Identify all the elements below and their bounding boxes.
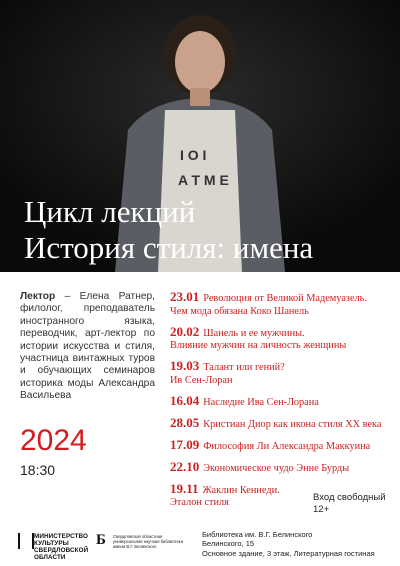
lecture-title: Жаклин Кеннеди. — [202, 484, 280, 496]
address-line-1: Библиотека им. В.Г. Белинского — [202, 530, 313, 539]
ministry-line-3: СВЕРДЛОВСКОЙ ОБЛАСТИ — [34, 547, 89, 561]
year: 2024 — [20, 424, 87, 457]
bio-text: – Елена Ратнер, филолог, преподаватель иностранного языка, переводчик, арт-лектор по истории искусства и стиля, участница винтажных туров и обучающих семинаров историка моды Александра Васильева — [20, 291, 155, 402]
lecture-subtitle: Эталон стиля — [170, 497, 229, 508]
lecture-item — [170, 360, 395, 387]
lecture-date: 22.10 — [170, 458, 200, 474]
address-line-3: Основное здание, 3 этаж, Литературная гостиная — [202, 548, 375, 558]
lecture-date: 20.02 — [170, 323, 200, 339]
library-logo — [96, 533, 192, 557]
lecture-subtitle: Влияние мужчин на личность женщины — [170, 340, 347, 351]
library-logo-icon: Б — [96, 532, 106, 548]
title-line-2: История стиля: имена — [24, 230, 314, 265]
lecture-date: 19.11 — [170, 480, 199, 496]
library-line-2: универсальная научная библиотека — [113, 539, 184, 545]
ministry-logo — [18, 531, 93, 561]
bio-label: Лектор — [20, 291, 56, 302]
lecture-date: 23.01 — [170, 289, 200, 304]
entry-info — [313, 492, 386, 516]
age-rating: 12+ — [313, 504, 330, 515]
lecture-title: Шанель и ее мужчины. — [203, 327, 305, 339]
ministry-line-1: МИНИСТЕРСТВО — [34, 533, 89, 540]
lecture-title: Кристиан Диор как икона стиля XX века — [203, 418, 382, 430]
lecture-item — [170, 392, 395, 410]
lecture-list — [170, 291, 395, 517]
time: 18:30 — [20, 462, 56, 478]
lecture-title: Философия Ли Александра Маккуина — [203, 440, 371, 452]
lecture-item — [170, 414, 395, 432]
lecture-title: Талант или гений? — [203, 362, 285, 373]
lecture-date: 19.03 — [170, 358, 200, 373]
lecture-item — [170, 291, 395, 318]
ministry-line-2: КУЛЬТУРЫ — [34, 540, 69, 547]
ministry-logo-icon — [18, 533, 34, 549]
address-line-2: Белинского, 15 — [202, 539, 255, 549]
svg-text:I O I: I O I — [180, 147, 207, 163]
lecture-date: 17.09 — [170, 436, 200, 452]
lecturer-bio — [20, 291, 155, 403]
hero-photo — [0, 0, 400, 272]
title-line-1: Цикл лекций — [24, 194, 196, 229]
lecture-item — [170, 436, 395, 454]
svg-text:A T M E: A T M E — [178, 172, 229, 188]
address — [202, 530, 375, 558]
lecture-date: 28.05 — [170, 414, 200, 430]
free-entry-label: Вход свободный — [313, 492, 386, 503]
library-line-3: имени В.Г. Белинского — [113, 544, 157, 550]
page-title — [24, 194, 313, 266]
lecture-title: Экономическое чудо Энне Бурды — [203, 462, 350, 474]
library-line-1: Свердловская областная — [113, 534, 163, 539]
lecture-subtitle: Ив Сен-Лоран — [170, 374, 233, 386]
lecture-title: Революция от Великой Мадемуазель. — [203, 293, 367, 304]
lecture-date: 16.04 — [170, 392, 200, 408]
lecture-item — [170, 458, 395, 476]
lecture-title: Наследие Ива Сен-Лорана — [203, 396, 319, 408]
lecture-subtitle: Чем мода обязана Коко Шанель — [170, 305, 309, 317]
lecture-item — [170, 323, 395, 353]
